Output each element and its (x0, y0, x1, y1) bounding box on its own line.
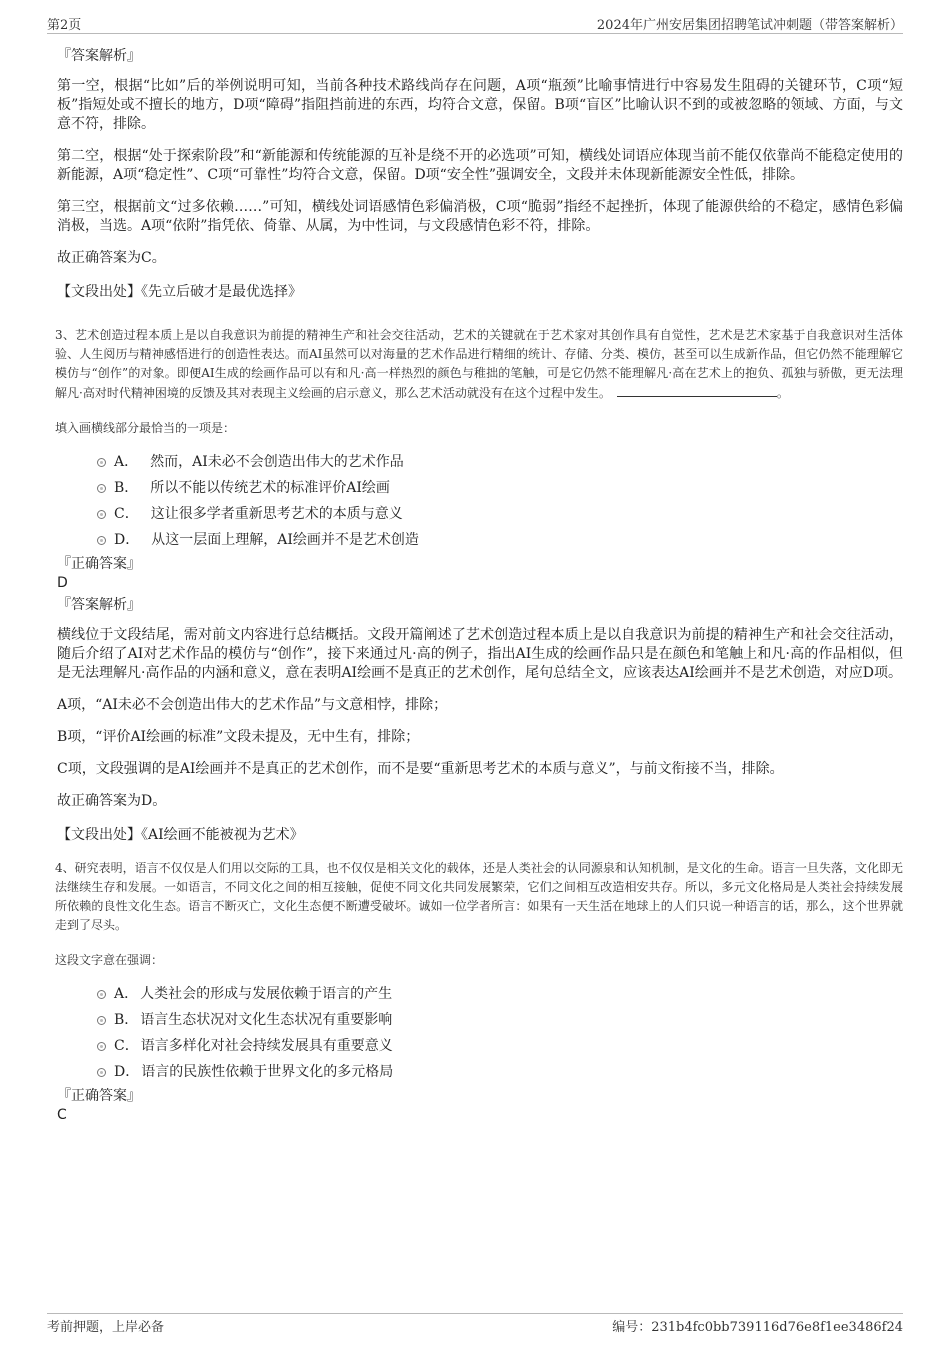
page-content (57, 46, 903, 1125)
q3-options (97, 449, 903, 553)
q4-options (97, 981, 903, 1085)
q3-prompt: 填入画横线部分最恰当的一项是： (55, 421, 236, 435)
q2-analysis-section (57, 46, 903, 302)
option-text: 从这一层面上理解，AI绘画并不是艺术创造 (151, 532, 419, 548)
option-letter: B． (114, 1012, 139, 1028)
q3-stem (55, 326, 903, 403)
page-number: 第2页 (47, 18, 82, 33)
footer-slogan: 考前押题，上岸必备 (47, 1320, 165, 1335)
q3-stem-text: 3、艺术创造过程本质上是以自我意识为前提的精神生产和社会交往活动，艺术的关键就在于艺术家对其创作具有自觉性，艺术是艺术家基于自我意识对生活体验、人生阅历与精神感悟进行的创造性表达。而AI虽然可以对海量的艺术作品进行精细的统计、存储、分类、模仿，甚至可以生成新作品，但它仍然不能理解它模仿与“创作”的对象。即便AI生成的绘画作品可以有和凡·高一样热烈的颜色与稚拙的笔触，可是它仍然不能理解凡·高在艺术上的抱负、孤独与骄傲，更无法理解凡·高对时代精神困境的反馈及其对表现主义绘画的启示意义，那么艺术活动就没有在这个过程中发生。 (55, 328, 903, 400)
q3-source: 【文段出处】《AI绘画不能被视为艺术》 (57, 827, 304, 843)
question-3 (57, 326, 903, 845)
q4-answer: C (57, 1107, 67, 1123)
radio-button-icon[interactable] (97, 990, 106, 999)
q2-analysis-label: 『答案解析』 (57, 48, 141, 64)
q3-option-a[interactable] (97, 449, 903, 475)
radio-button-icon[interactable] (97, 1042, 106, 1051)
q4-stem: 4、研究表明，语言不仅仅是人们用以交际的工具，也不仅仅是相关文化的载体，还是人类社会的认同源泉和认知机制，是文化的生命。语言一旦失落，文化即无法继续生存和发展。一如语言，不同文化之间的相互接触，促使不同文化共同发展繁荣，它们之间相互改造相安共存。所以，多元文化格局是人类社会持续发展所依赖的良性文化生态。语言不断灭亡，文化生态便不断遭受破坏。诚如一位学者所言：如果有一天生活在地球上的人们只说一种语言的话，那么，这个世界就走到了尽头。 (55, 861, 903, 932)
q3-answer-label: 『正确答案』 (57, 556, 141, 572)
q4-option-a[interactable] (97, 981, 903, 1007)
option-letter: A． (114, 986, 139, 1002)
option-letter: B． (114, 480, 139, 496)
q3-analysis-label: 『答案解析』 (57, 597, 141, 613)
q3-option-c[interactable] (97, 501, 903, 527)
option-letter: A． (114, 454, 139, 470)
q2-analysis-paragraph: 第一空，根据“比如”后的举例说明可知，当前各种技术路线尚存在问题，A项“瓶颈”比喻事情进行中容易发生阻碍的关键环节，C项“短板”指短处或不擅长的地方，D项“障碍”指阻挡前进的东西，均符合文意，保留。B项“盲区”比喻认识不到的或被忽略的领域、方面，与文意不符，排除。 (57, 78, 903, 132)
option-text: 语言生态状况对文化生态状况有重要影响 (140, 1012, 393, 1028)
q3-analysis-paragraph: C项，文段强调的是AI绘画并不是真正的艺术创作，而不是要“重新思考艺术的本质与意义”，与前文衔接不当，排除。 (57, 761, 784, 777)
option-text: 语言的民族性依赖于世界文化的多元格局 (141, 1064, 394, 1080)
q4-option-c[interactable] (97, 1033, 903, 1059)
q3-analysis-paragraph: 横线位于文段结尾，需对前文内容进行总结概括。文段开篇阐述了艺术创造过程本质上是以自我意识为前提的精神生产和社会交往活动，随后介绍了AI对艺术作品的模仿与“创作”，接下来通过凡·高的例子，指出AI生成的绘画作品只是在颜色和笔触上和凡·高的作品相似，但是无法理解凡·高作品的内涵和意义，意在表明AI绘画不是真正的艺术创作，尾句总结全文，应该表达AI绘画并不是艺术创造，对应D项。 (57, 627, 903, 681)
q2-analysis-paragraph: 第二空，根据“处于探索阶段”和“新能源和传统能源的互补是绕不开的必选项”可知，横线处词语应体现当前不能仅依靠尚不能稳定使用的新能源，A项“稳定性”、C项“可靠性”均符合文意，保留。D项“安全性”强调安全，文段并未体现新能源安全性低，排除。 (57, 148, 903, 183)
q4-option-d[interactable] (97, 1059, 903, 1085)
q3-analysis-paragraph: B项，“评价AI绘画的标准”文段未提及，无中生有，排除； (57, 729, 420, 745)
q2-analysis-paragraph: 第三空，根据前文“过多依赖……”可知，横线处词语感情色彩偏消极，C项“脆弱”指经不起挫折，体现了能源供给的不稳定，感情色彩偏消极，当选。A项“依附”指凭依、倚靠、从属，为中性词，与文段感情色彩不符，排除。 (57, 199, 903, 234)
document-title: 2024年广州安居集团招聘笔试冲刺题（带答案解析） (596, 18, 903, 33)
option-letter: C． (114, 1038, 139, 1054)
option-text: 这让很多学者重新思考艺术的本质与意义 (150, 506, 403, 522)
option-text: 所以不能以传统艺术的标准评价AI绘画 (150, 480, 390, 496)
option-letter: D． (114, 1064, 140, 1080)
q4-answer-label: 『正确答案』 (57, 1088, 141, 1104)
q3-option-d[interactable] (97, 527, 903, 553)
q3-analysis-paragraph: A项，“AI未必不会创造出伟大的艺术作品”与文意相悖，排除； (57, 697, 448, 713)
option-text: 人类社会的形成与发展依赖于语言的产生 (140, 986, 393, 1002)
radio-button-icon[interactable] (97, 458, 106, 467)
page-header (47, 14, 903, 34)
q2-conclusion: 故正确答案为C。 (57, 250, 166, 266)
q3-stem-end: 。 (776, 386, 789, 400)
q4-prompt: 这段文字意在强调： (55, 953, 164, 967)
q3-option-b[interactable] (97, 475, 903, 501)
q3-conclusion: 故正确答案为D。 (57, 793, 167, 809)
option-letter: C． (114, 506, 139, 522)
radio-button-icon[interactable] (97, 1016, 106, 1025)
radio-button-icon[interactable] (97, 510, 106, 519)
option-text: 然而，AI未必不会创造出伟大的艺术作品 (150, 454, 404, 470)
question-4 (57, 859, 903, 1125)
document-code: 编号：231b4fc0bb739116d76e8f1ee3486f24 (612, 1320, 903, 1335)
q2-source: 【文段出处】《先立后破才是最优选择》 (57, 284, 302, 300)
page-footer (47, 1313, 903, 1335)
radio-button-icon[interactable] (97, 484, 106, 493)
option-text: 语言多样化对社会持续发展具有重要意义 (140, 1038, 393, 1054)
q4-option-b[interactable] (97, 1007, 903, 1033)
radio-button-icon[interactable] (97, 536, 106, 545)
q3-answer: D (57, 575, 68, 591)
radio-button-icon[interactable] (97, 1068, 106, 1077)
option-letter: D． (114, 532, 140, 548)
q3-fill-blank (617, 383, 777, 397)
